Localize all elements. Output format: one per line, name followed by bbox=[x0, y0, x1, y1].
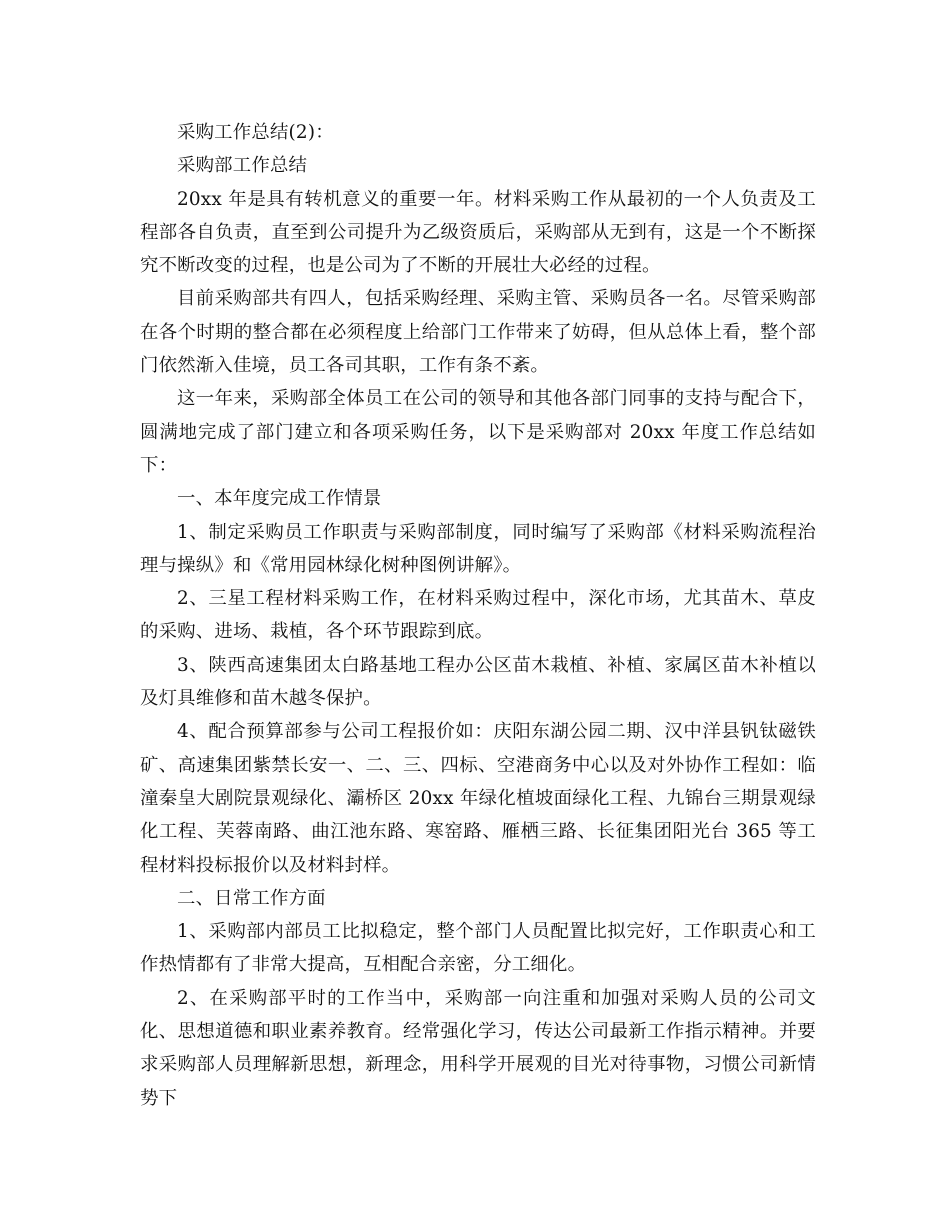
list-item: 4、配合预算部参与公司工程报价如：庆阳东湖公园二期、汉中洋县钒钛磁铁矿、高速集团紫禁长安一、二、三、四标、空港商务中心以及对外协作工程如：临潼秦皇大剧院景观绿化、灞桥区 20xx 年绿化植坡面绿化工程、九锦台三期景观绿化工程、芙蓉南路、曲江池东路、寒窑路、雁栖三路、长征集团阳光台 365 等工程材料投标报价以及材料封样。 bbox=[140, 721, 816, 876]
list-item: 2、三星工程材料采购工作，在材料采购过程中，深化市场，尤其苗木、草皮的采购、进场、栽植，各个环节跟踪到底。 bbox=[140, 588, 816, 643]
list-item: 3、陕西高速集团太白路基地工程办公区苗木栽植、补植、家属区苗木补植以及灯具维修和苗木越冬保护。 bbox=[140, 654, 816, 710]
document-title: 采购部工作总结 bbox=[177, 155, 308, 177]
list-item: 1、制定采购员工作职责与采购部制度，同时编写了采购部《材料采购流程治理与操纵》和《常用园林绿化树种图例讲解》。 bbox=[140, 521, 816, 576]
section-heading: 一、本年度完成工作情景 bbox=[177, 488, 382, 510]
section-heading: 采购工作总结(2)： bbox=[177, 122, 334, 143]
document-body bbox=[140, 116, 816, 1115]
list-item: 2、在采购部平时的工作当中，采购部一向注重和加强对采购人员的公司文化、思想道德和职业素养教育。经常强化学习，传达公司最新工作指示精神。并要求采购部人员理解新思想，新理念，用科学开展观的目光对待事物，习惯公司新情势下 bbox=[140, 987, 816, 1109]
section-heading: 二、日常工作方面 bbox=[177, 887, 326, 909]
paragraph: 目前采购部共有四人，包括采购经理、采购主管、采购员各一名。尽管采购部在各个时期的整合都在必须程度上给部门工作带来了妨碍，但从总体上看，整个部门依然渐入佳境，员工各司其职，工作有条不紊。 bbox=[140, 288, 816, 377]
paragraph: 20xx 年是具有转机意义的重要一年。材料采购工作从最初的一个人负责及工程部各自负责，直至到公司提升为乙级资质后，采购部从无到有，这是一个不断探究不断改变的过程，也是公司为了不断的开展壮大必经的过程。 bbox=[140, 188, 816, 277]
paragraph: 这一年来，采购部全体员工在公司的领导和其他各部门同事的支持与配合下，圆满地完成了部门建立和各项采购任务，以下是采购部对 20xx 年度工作总结如下： bbox=[140, 388, 816, 476]
list-item: 1、采购部内部员工比拟稳定，整个部门人员配置比拟完好，工作职责心和工作热情都有了非常大提高，互相配合亲密，分工细化。 bbox=[140, 921, 816, 976]
